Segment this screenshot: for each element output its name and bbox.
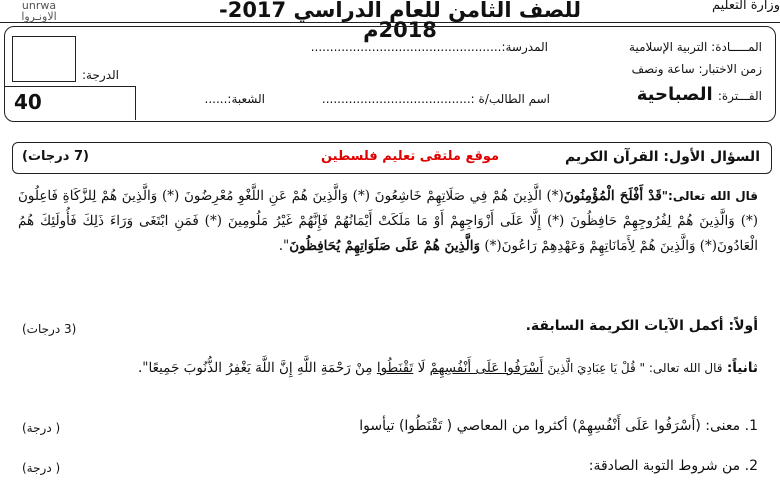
passage-body: (*) الَّذِينَ هُمْ فِي صَلَاتِهِمْ خَاشِعُونَ (*) وَالَّذِينَ هُمْ عَنِ اللَّغْوِ مُعْرِضُونَ (*) وَالَّذِينَ هُمْ لِلزَّكَاةِ فَاعِلُونَ (*) وَالَّذِينَ هُمْ لِفُرُوجِهِمْ حَافِظُونَ (*) إِلَّا عَلَى أَزْوَاجِهِمْ أَوْ مَا مَلَكَتْ أَيْمَانُهُمْ فَإِنَّهُمْ غَيْرُ مَلُومِينَ (*) فَمَنِ ابْتَغَى وَرَاءَ ذَلِكَ فَأُولَئِكَ هُمُ الْعَادُونَ(*) وَالَّذِينَ هُمْ لِأَمَانَاتِهِمْ وَعَهْدِهِمْ رَاعُونَ(*) <box>18 188 758 254</box>
item-number: 1. <box>744 418 758 434</box>
part-one-marks: (3 درجات) <box>22 322 77 336</box>
list-item <box>589 458 758 474</box>
passage-closing: وَالَّذِينَ هُمْ عَلَى صَلَوَاتِهِمْ يُحَافِظُونَ <box>289 238 481 254</box>
part-two-rest: مِنْ رَحْمَةِ اللَّهِ إِنَّ اللَّهَ يَغْفِرُ الذُّنُوبَ جَمِيعًا". <box>137 360 373 376</box>
part-two-mid: لَا <box>417 360 426 376</box>
subject-label: المـــــادة: التربية الإسلامية <box>629 40 762 54</box>
grade-box <box>12 36 76 82</box>
part-one <box>526 318 758 334</box>
grade-divider <box>4 86 136 87</box>
site-name: موقع ملتقى تعليم فلسطين <box>320 149 500 164</box>
item-text: معنى: (أَسْرَفُوا عَلَى أَنْفُسِهِمْ) أكثروا من المعاصي ( تَقْنَطُوا) تيأسوا <box>359 418 741 434</box>
grade-total: 40 <box>14 90 42 114</box>
unrwa-logo: unrwa الاونـروا <box>21 0 57 23</box>
grade-label: الدرجة: <box>82 68 119 82</box>
part-two <box>138 360 758 376</box>
exam-title: للصف الثامن للعام الدراسي 2017-2018م <box>218 0 581 42</box>
period-value: الصباحية <box>636 84 713 105</box>
item-number: 2. <box>744 458 758 474</box>
passage-intro: قال الله تعالى:" <box>661 189 758 203</box>
item-text: من شروط التوبة الصادقة: <box>588 458 741 474</box>
part-two-label: ثانياً: <box>726 360 758 376</box>
duration-label: زمن الاختبار: ساعة ونصف <box>631 62 762 76</box>
section-field: الشعبة:...... <box>204 92 265 106</box>
student-name-field: اسم الطالب/ة :....................................... <box>321 92 550 106</box>
question-marks: (7 درجات) <box>22 149 89 164</box>
passage-opening: قَدْ أَفْلَحَ الْمُؤْمِنُونَ <box>563 188 662 204</box>
period-prefix: الفـــترة: <box>717 89 762 103</box>
item-marks: ( درجة) <box>22 421 61 435</box>
school-field: المدرسة:.................................................. <box>310 40 548 54</box>
quran-passage <box>18 184 758 259</box>
item-marks: ( درجة) <box>22 461 61 475</box>
question-title: السؤال الأول: القرآن الكريم <box>564 149 760 165</box>
list-item <box>359 418 758 434</box>
part-one-label: أولاً: <box>728 318 758 334</box>
passage-end: ". <box>278 238 290 254</box>
underlined-phrase-1: أَسْرَفُوا عَلَى أَنْفُسِهِمْ <box>429 360 544 376</box>
part-one-text: أكمل الآيات الكريمة السابقة. <box>525 318 724 334</box>
department-label: وزارة التعليم <box>711 0 780 13</box>
period-field <box>542 84 762 105</box>
grade-divider-vertical <box>135 86 136 120</box>
part-two-intro: قال الله تعالى: " قُلْ يَا عِبَادِيَ الَّذِينَ <box>547 361 723 375</box>
underlined-phrase-2: تَقْنَطُوا <box>376 360 414 376</box>
